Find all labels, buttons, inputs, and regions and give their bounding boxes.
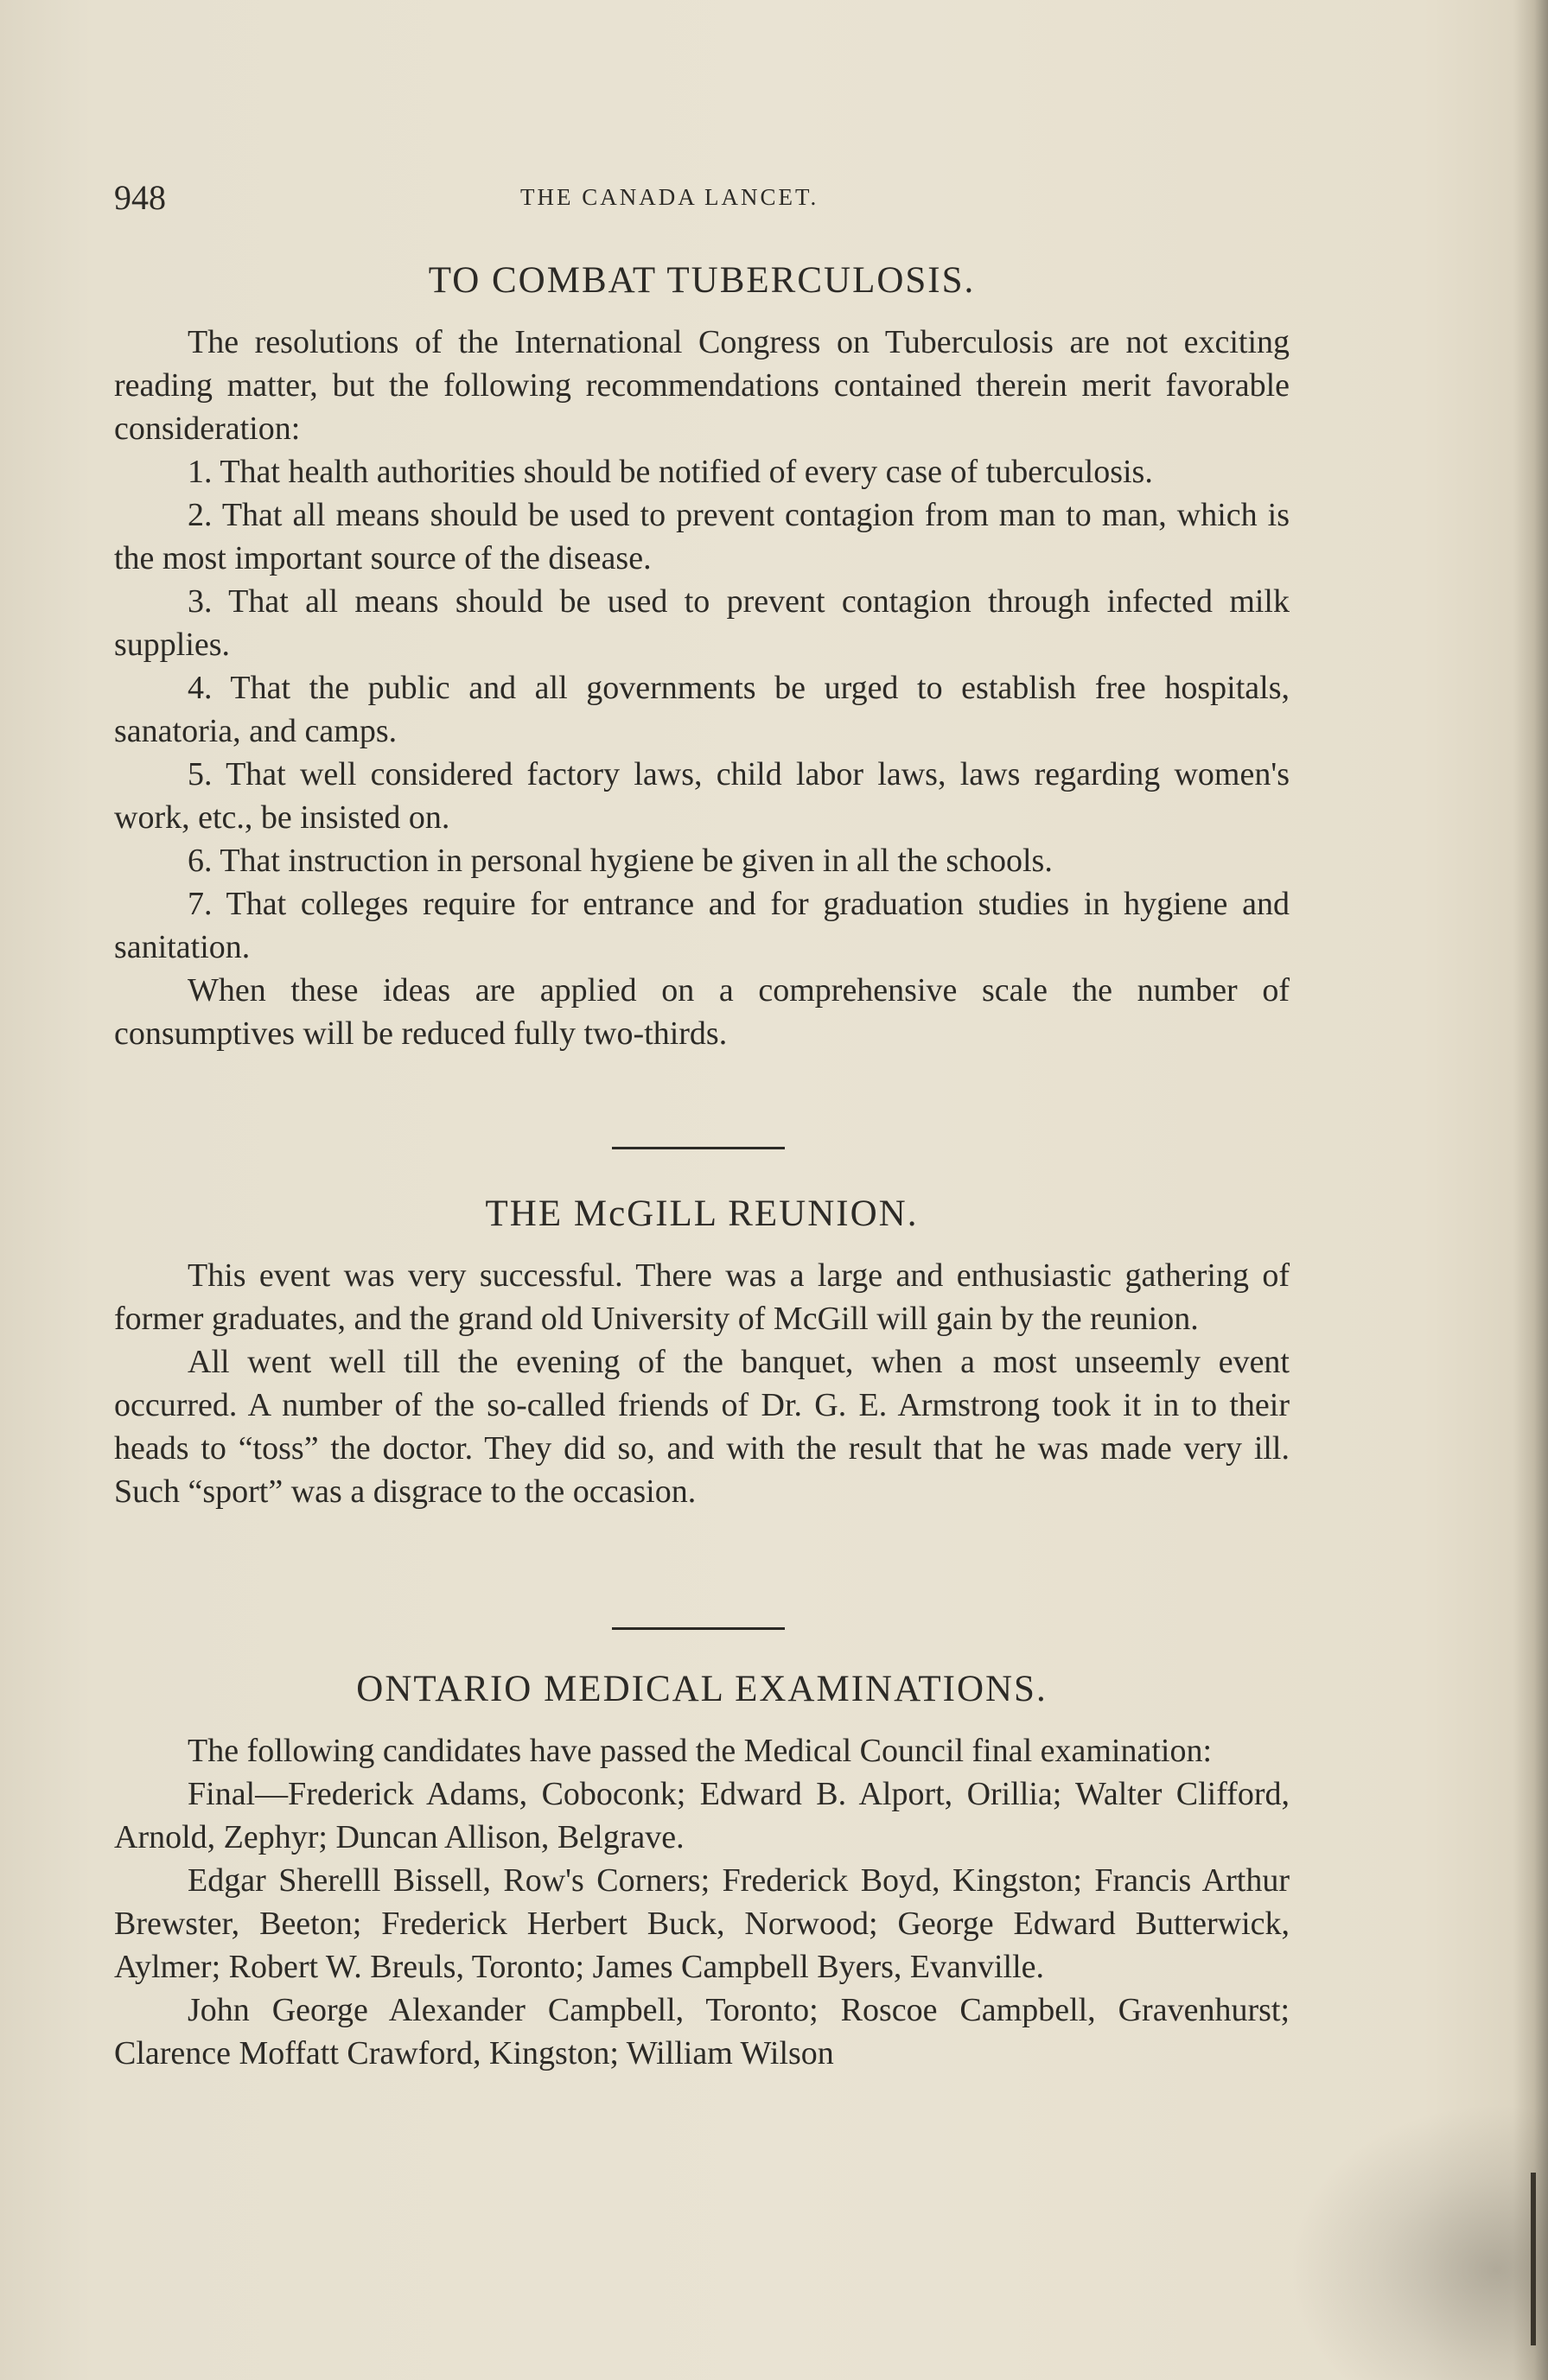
paragraph: 6. That instruction in personal hygiene be given in all the schools. xyxy=(188,843,1053,879)
paragraph: The resolutions of the International Congress on Tuberculosis are not exciting reading matter, but the following recommendations contained therein merit favorable consideration: xyxy=(114,324,1290,447)
section-title: ONTARIO MEDICAL EXAMINATIONS. xyxy=(356,1669,1048,1709)
paragraph: 3. That all means should be used to prevent contagion through infected milk supplies. xyxy=(114,583,1290,663)
page-stain xyxy=(1289,2103,1548,2380)
paragraph: 1. That health authorities should be notified of every case of tuberculosis. xyxy=(188,454,1153,490)
section-divider xyxy=(612,1147,785,1149)
page-edge-shadow xyxy=(1513,0,1548,2380)
page-number: 948 xyxy=(114,178,166,217)
page-header xyxy=(114,177,1290,220)
section-divider xyxy=(612,1627,785,1630)
paragraph: John George Alexander Campbell, Toronto; Roscoe Campbell, Gravenhurst; Clarence Moffatt Crawford, Kingston; William Wilson xyxy=(114,1992,1290,2071)
section-title: TO COMBAT TUBERCULOSIS. xyxy=(428,260,976,301)
paragraph: This event was very successful. There was a large and enthusiastic gathering of former graduates, and the grand old University of McGill will gain by the reunion. xyxy=(114,1257,1290,1337)
paragraph: 4. That the public and all governments be urged to establish free hospitals, sanatoria, and camps. xyxy=(114,670,1290,749)
section-mcgill-reunion xyxy=(114,1193,1290,1513)
section-tuberculosis xyxy=(114,259,1290,1055)
running-head: THE CANADA LANCET. xyxy=(520,184,819,210)
paragraph: 7. That colleges require for entrance and for graduation studies in hygiene and sanitation. xyxy=(114,886,1290,965)
paragraph: The following candidates have passed the Medical Council final examination: xyxy=(188,1733,1213,1769)
binding-edge xyxy=(1531,2173,1536,2345)
paragraph: All went well till the evening of the banquet, when a most unseemly event occurred. A number of the so-called friends of Dr. G. E. Armstrong took it in to their heads to “toss” the doctor. They did so, and with the result that he was made very ill. Such “sport” was a disgrace to the occasion. xyxy=(114,1344,1290,1510)
section-ontario-examinations xyxy=(114,1668,1290,2075)
section-title: THE McGILL REUNION. xyxy=(485,1193,919,1234)
paragraph: Final—Frederick Adams, Coboconk; Edward B. Alport, Orillia; Walter Clifford, Arnold, Zephyr; Duncan Allison, Belgrave. xyxy=(114,1776,1290,1855)
paragraph: When these ideas are applied on a comprehensive scale the number of consumptives will be reduced fully two-thirds. xyxy=(114,972,1290,1052)
paragraph: 5. That well considered factory laws, child labor laws, laws regarding women's work, etc., be insisted on. xyxy=(114,756,1290,836)
paragraph: 2. That all means should be used to prevent contagion from man to man, which is the most important source of the disease. xyxy=(114,497,1290,576)
paragraph: Edgar Sherelll Bissell, Row's Corners; Frederick Boyd, Kingston; Francis Arthur Brewster, Beeton; Frederick Herbert Buck, Norwood; George Edward Butterwick, Aylmer; Robert W. Breuls, Toronto; James Campbell Byers, Evanville. xyxy=(114,1862,1290,1985)
